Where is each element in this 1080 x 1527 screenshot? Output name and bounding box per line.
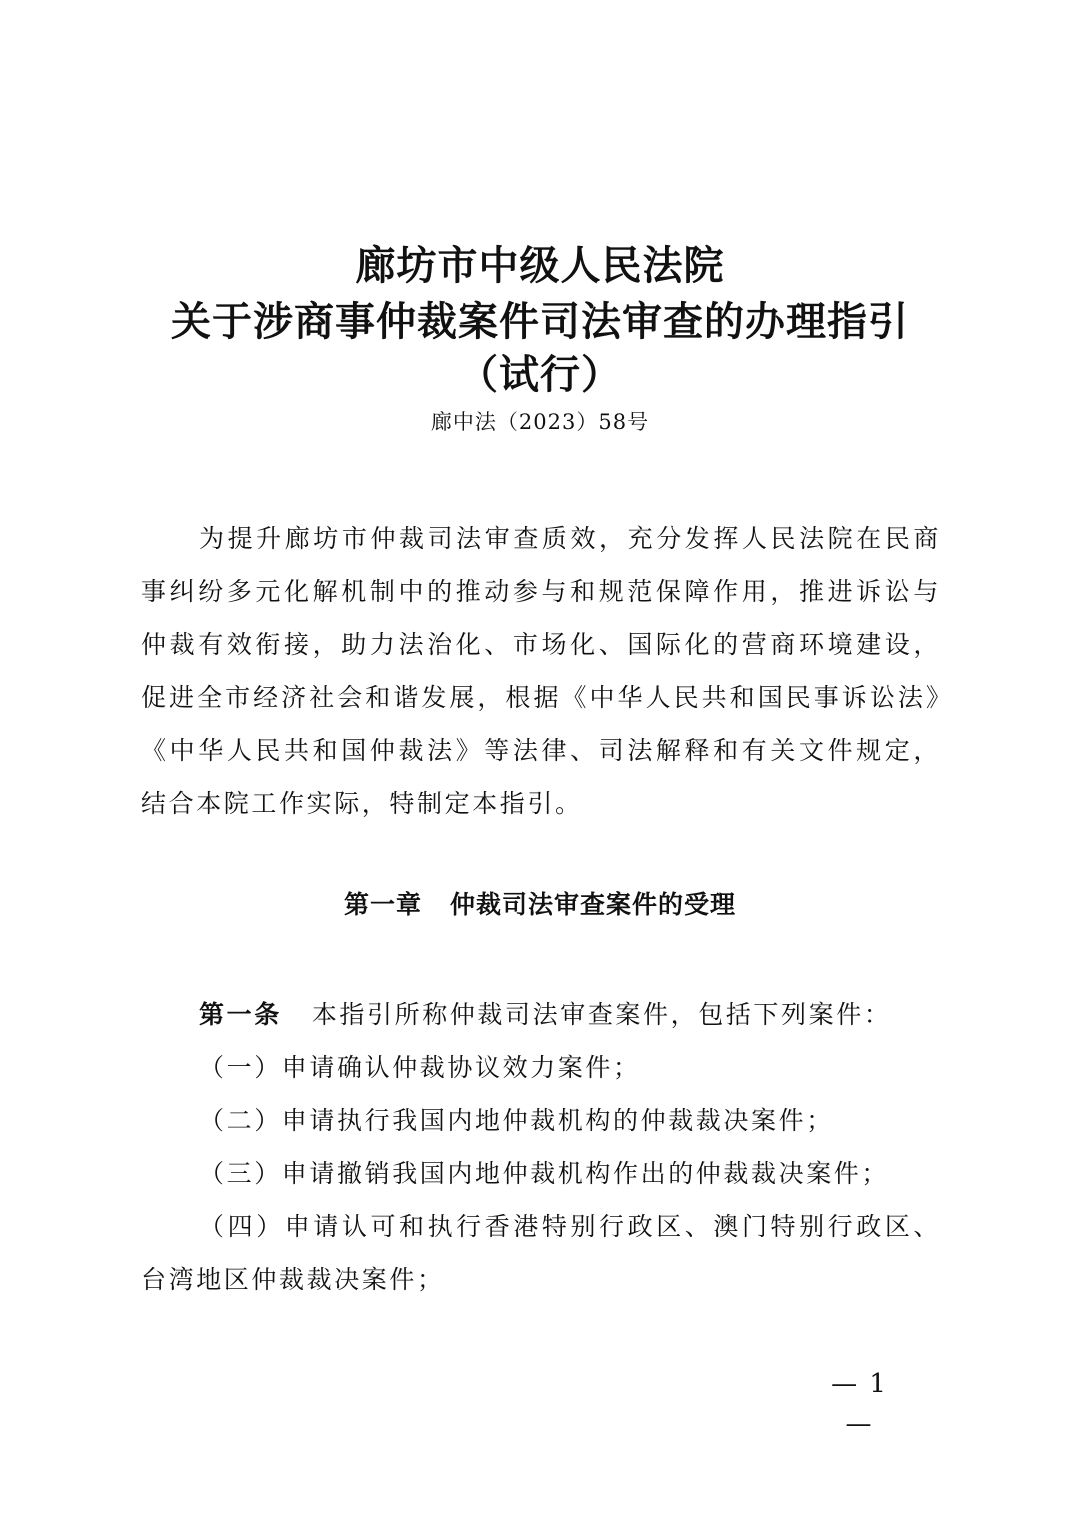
page-number: — 1 — bbox=[831, 1369, 888, 1439]
article-1-item: （一）申请确认仲裁协议效力案件； bbox=[199, 1053, 641, 1082]
chapter-number: 第一章 bbox=[343, 890, 422, 919]
document-number: 廊中法（2023）58号 bbox=[430, 410, 650, 434]
preamble-paragraph: 为提升廊坊市仲裁司法审查质效，充分发挥人民法院在民商事纠纷多元化解机制中的推动参与和规范保障作用，推进诉讼与仲裁有效衔接，助力法治化、市场化、国际化的营商环境建设，促进全市经济社会和谐发展，根据《中华人民共和国民事诉讼法》《中华人民共和国仲裁法》等法律、司法解释和有关文件规定，结合本院工作实际，特制定本指引。 bbox=[141, 524, 941, 818]
chapter-title: 仲裁司法审查案件的受理 bbox=[450, 890, 737, 919]
article-text: 本指引所称仲裁司法审查案件，包括下列案件： bbox=[311, 1000, 892, 1029]
document-title-status: （试行） bbox=[458, 352, 622, 398]
chapter-heading bbox=[0, 883, 1080, 927]
document-title-issuer: 廊坊市中级人民法院 bbox=[355, 243, 725, 289]
document-title-main: 关于涉商事仲裁案件司法审查的办理指引 bbox=[171, 299, 909, 345]
article-1 bbox=[141, 988, 941, 1306]
article-label: 第一条 bbox=[199, 1000, 282, 1029]
article-1-lead bbox=[141, 988, 941, 1041]
article-1-item: （二）申请执行我国内地仲裁机构的仲裁裁决案件； bbox=[199, 1106, 834, 1135]
article-1-item: （四）申请认可和执行香港特别行政区、澳门特别行政区、台湾地区仲裁裁决案件； bbox=[141, 1212, 941, 1294]
article-1-item: （三）申请撤销我国内地仲裁机构作出的仲裁裁决案件； bbox=[199, 1159, 890, 1188]
